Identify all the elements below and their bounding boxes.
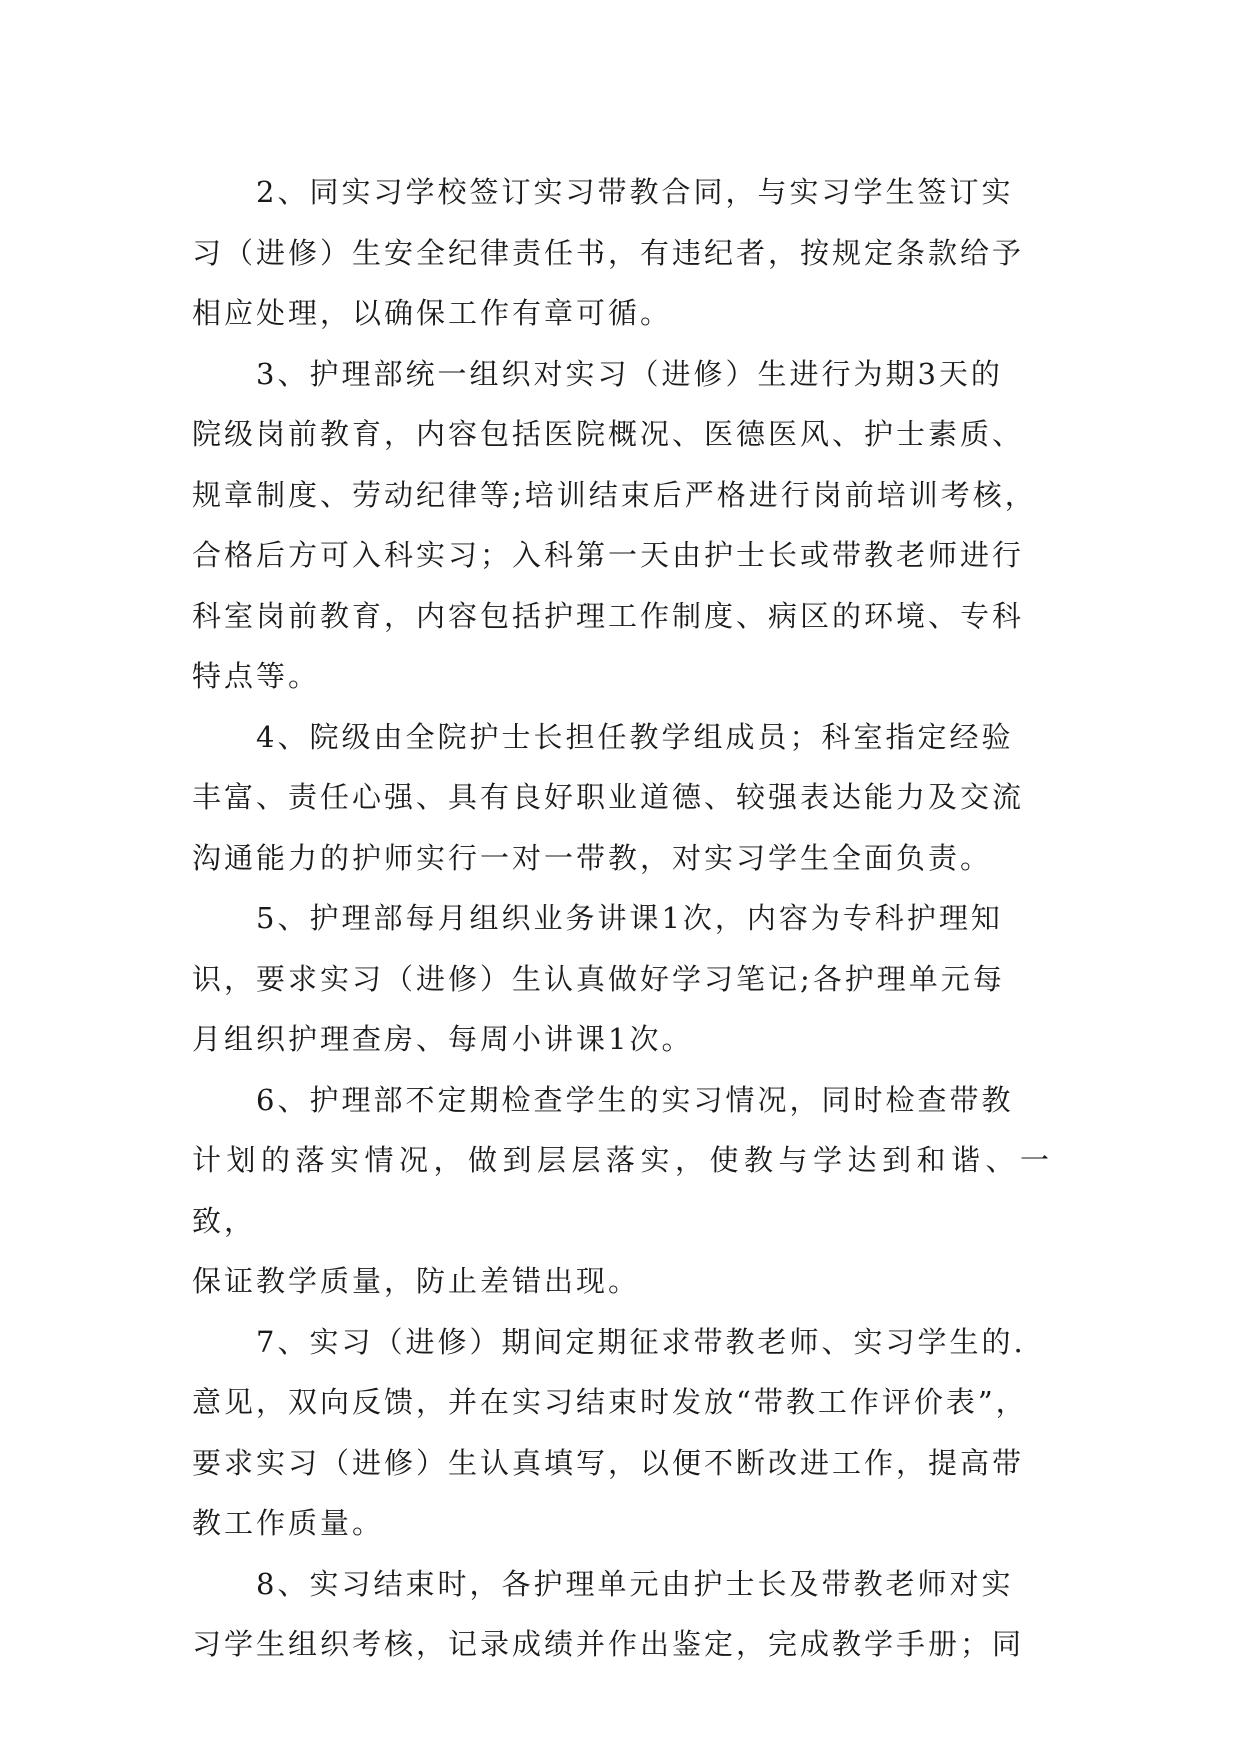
paragraph-5: 5、护理部每月组织业务讲课1次，内容为专科护理知 识，要求实习（进修）生认真做好学习笔记;各护理单元每 月组织护理查房、每周小讲课1次。 [192,901,1005,1056]
paragraph-8: 8、实习结束时，各护理单元由护士长及带教老师对实 习学生组织考核，记录成绩并作出鉴定，完成教学手册；同 [192,1566,1025,1661]
paragraph-7: 7、实习（进修）期间定期征求带教老师、实习学生的. 意见，双向反馈，并在实习结束时发放“带教工作评价表”， 要求实习（进修）生认真填写，以便不断改进工作，提高带 教工作质量。 [192,1324,1028,1540]
paragraph-2: 2、同实习学校签订实习带教合同，与实习学生签订实 习（进修）生安全纪律责任书，有违纪者，按规定条款给予 相应处理，以确保工作有章可循。 [192,175,1025,330]
document-body [192,162,1052,1675]
paragraph-3: 3、护理部统一组织对实习（进修）生进行为期3天的 院级岗前教育，内容包括医院概况、医德医风、护士素质、 规章制度、劳动纪律等;培训结束后严格进行岗前培训考核， 合格后方可入科实习；入科第一天由护士长或带教老师进行 科室岗前教育，内容包括护理工作制度、病区的环境、专科 特点等。 [192,356,1037,693]
paragraph-6: 6、护理部不定期检查学生的实习情况，同时检查带教 计划的落实情况，做到层层落实，使教与学达到和谐、一致， 保证教学质量，防止差错出现。 [192,1082,1052,1298]
paragraph-4: 4、院级由全院护士长担任教学组成员；科室指定经验 丰富、责任心强、具有良好职业道德、较强表达能力及交流 沟通能力的护师实行一对一带教，对实习学生全面负责。 [192,719,1025,875]
